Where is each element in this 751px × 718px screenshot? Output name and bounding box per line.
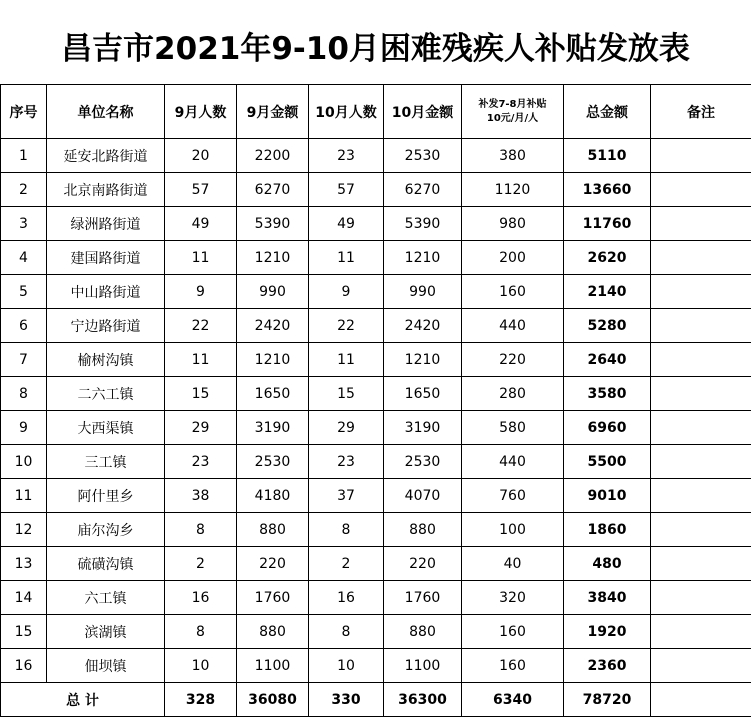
sep-count: 2: [165, 547, 237, 581]
sep-amount: 1210: [237, 343, 309, 377]
remarks-cell: [651, 343, 751, 377]
back-pay: 440: [462, 445, 564, 479]
sep-amount: 3190: [237, 411, 309, 445]
total-back-pay: 6340: [462, 683, 564, 717]
oct-count: 16: [309, 581, 384, 615]
sep-count: 20: [165, 139, 237, 173]
page-title: 昌吉市2021年9-10月困难残疾人补贴发放表: [61, 30, 690, 67]
unit-name: 滨湖镇: [47, 615, 165, 649]
sep-amount: 2530: [237, 445, 309, 479]
back-pay: 980: [462, 207, 564, 241]
remarks-cell: [651, 581, 751, 615]
sep-count: 38: [165, 479, 237, 513]
row-index: 7: [1, 343, 47, 377]
row-index: 8: [1, 377, 47, 411]
total-amount: 5500: [564, 445, 651, 479]
oct-amount: 2530: [384, 445, 462, 479]
unit-name: 延安北路街道: [47, 139, 165, 173]
total-amount: 2640: [564, 343, 651, 377]
row-index: 15: [1, 615, 47, 649]
total-amount: 3840: [564, 581, 651, 615]
header-unit-name: 单位名称: [47, 85, 165, 139]
header-back-pay-line1: 补发7-8月补贴: [478, 98, 547, 110]
row-index: 11: [1, 479, 47, 513]
unit-name: 大西渠镇: [47, 411, 165, 445]
sep-count: 22: [165, 309, 237, 343]
oct-amount: 880: [384, 513, 462, 547]
sep-count: 15: [165, 377, 237, 411]
sep-amount: 2200: [237, 139, 309, 173]
grand-total-amount: 78720: [564, 683, 651, 717]
sep-amount: 6270: [237, 173, 309, 207]
header-back-pay-line2: 10元/月/人: [486, 112, 539, 124]
back-pay: 160: [462, 275, 564, 309]
total-amount: 1920: [564, 615, 651, 649]
oct-amount: 5390: [384, 207, 462, 241]
oct-count: 8: [309, 615, 384, 649]
sep-amount: 990: [237, 275, 309, 309]
total-amount: 2140: [564, 275, 651, 309]
oct-amount: 6270: [384, 173, 462, 207]
table-row: [1, 139, 751, 173]
remarks-cell: [651, 275, 751, 309]
sep-amount: 5390: [237, 207, 309, 241]
oct-count: 49: [309, 207, 384, 241]
oct-amount: 2530: [384, 139, 462, 173]
total-sep-amount: 36080: [237, 683, 309, 717]
remarks-cell: [651, 411, 751, 445]
header-sep-count: 9月人数: [165, 85, 237, 139]
table-row: [1, 275, 751, 309]
total-oct-amount: 36300: [384, 683, 462, 717]
unit-name: 榆树沟镇: [47, 343, 165, 377]
oct-count: 23: [309, 139, 384, 173]
sep-amount: 880: [237, 513, 309, 547]
unit-name: 北京南路街道: [47, 173, 165, 207]
sep-count: 23: [165, 445, 237, 479]
back-pay: 760: [462, 479, 564, 513]
unit-name: 建国路街道: [47, 241, 165, 275]
header-oct-count: 10月人数: [309, 85, 384, 139]
total-amount: 9010: [564, 479, 651, 513]
oct-count: 23: [309, 445, 384, 479]
table-row: [1, 207, 751, 241]
oct-count: 9: [309, 275, 384, 309]
total-amount: 1860: [564, 513, 651, 547]
oct-count: 22: [309, 309, 384, 343]
sep-count: 10: [165, 649, 237, 683]
row-index: 14: [1, 581, 47, 615]
table-row: [1, 445, 751, 479]
unit-name: 绿洲路街道: [47, 207, 165, 241]
table-row: [1, 513, 751, 547]
row-index: 9: [1, 411, 47, 445]
sep-count: 57: [165, 173, 237, 207]
row-index: 5: [1, 275, 47, 309]
unit-name: 佃坝镇: [47, 649, 165, 683]
table-row: [1, 547, 751, 581]
unit-name: 六工镇: [47, 581, 165, 615]
row-index: 1: [1, 139, 47, 173]
row-index: 12: [1, 513, 47, 547]
total-oct-count: 330: [309, 683, 384, 717]
back-pay: 580: [462, 411, 564, 445]
total-amount: 13660: [564, 173, 651, 207]
oct-amount: 1210: [384, 241, 462, 275]
oct-amount: 1760: [384, 581, 462, 615]
row-index: 10: [1, 445, 47, 479]
remarks-cell: [651, 445, 751, 479]
total-amount: 11760: [564, 207, 651, 241]
back-pay: 380: [462, 139, 564, 173]
sep-amount: 880: [237, 615, 309, 649]
back-pay: 280: [462, 377, 564, 411]
total-amount: 5280: [564, 309, 651, 343]
sep-count: 16: [165, 581, 237, 615]
back-pay: 200: [462, 241, 564, 275]
table-row: [1, 479, 751, 513]
table-row: [1, 649, 751, 683]
remarks-cell: [651, 547, 751, 581]
unit-name: 硫磺沟镇: [47, 547, 165, 581]
back-pay: 220: [462, 343, 564, 377]
back-pay: 100: [462, 513, 564, 547]
table-total-row: [1, 683, 751, 717]
sep-amount: 1760: [237, 581, 309, 615]
row-index: 13: [1, 547, 47, 581]
oct-amount: 1100: [384, 649, 462, 683]
oct-amount: 1650: [384, 377, 462, 411]
oct-count: 8: [309, 513, 384, 547]
oct-amount: 2420: [384, 309, 462, 343]
sep-count: 49: [165, 207, 237, 241]
unit-name: 二六工镇: [47, 377, 165, 411]
row-index: 2: [1, 173, 47, 207]
row-index: 3: [1, 207, 47, 241]
back-pay: 440: [462, 309, 564, 343]
oct-amount: 1210: [384, 343, 462, 377]
sep-count: 11: [165, 343, 237, 377]
oct-amount: 990: [384, 275, 462, 309]
sep-amount: 4180: [237, 479, 309, 513]
remarks-cell: [651, 241, 751, 275]
oct-count: 10: [309, 649, 384, 683]
sep-count: 9: [165, 275, 237, 309]
oct-amount: 3190: [384, 411, 462, 445]
sep-amount: 2420: [237, 309, 309, 343]
header-oct-amount: 10月金额: [384, 85, 462, 139]
oct-amount: 4070: [384, 479, 462, 513]
row-index: 4: [1, 241, 47, 275]
unit-name: 中山路街道: [47, 275, 165, 309]
back-pay: 160: [462, 615, 564, 649]
remarks-cell: [651, 173, 751, 207]
unit-name: 庙尔沟乡: [47, 513, 165, 547]
total-amount: 3580: [564, 377, 651, 411]
total-amount: 6960: [564, 411, 651, 445]
sep-count: 8: [165, 513, 237, 547]
table-row: [1, 377, 751, 411]
table-row: [1, 309, 751, 343]
subsidy-table: [0, 84, 751, 717]
table-row: [1, 615, 751, 649]
total-label: 总 计: [1, 683, 165, 717]
row-index: 16: [1, 649, 47, 683]
table-row: [1, 581, 751, 615]
sep-amount: 1210: [237, 241, 309, 275]
row-index: 6: [1, 309, 47, 343]
table-row: [1, 411, 751, 445]
sep-amount: 1650: [237, 377, 309, 411]
oct-amount: 220: [384, 547, 462, 581]
header-back-pay: [462, 85, 564, 139]
table-row: [1, 173, 751, 207]
oct-amount: 880: [384, 615, 462, 649]
remarks-cell: [651, 207, 751, 241]
back-pay: 40: [462, 547, 564, 581]
oct-count: 15: [309, 377, 384, 411]
unit-name: 阿什里乡: [47, 479, 165, 513]
table-row: [1, 343, 751, 377]
sep-count: 29: [165, 411, 237, 445]
remarks-cell: [651, 377, 751, 411]
total-amount: 5110: [564, 139, 651, 173]
oct-count: 37: [309, 479, 384, 513]
table-row: [1, 241, 751, 275]
oct-count: 2: [309, 547, 384, 581]
oct-count: 11: [309, 241, 384, 275]
header-sep-amount: 9月金额: [237, 85, 309, 139]
header-total-amount: 总金额: [564, 85, 651, 139]
sep-amount: 220: [237, 547, 309, 581]
remarks-cell: [651, 615, 751, 649]
total-amount: 2620: [564, 241, 651, 275]
remarks-cell: [651, 479, 751, 513]
oct-count: 11: [309, 343, 384, 377]
oct-count: 29: [309, 411, 384, 445]
sep-count: 11: [165, 241, 237, 275]
remarks-cell: [651, 309, 751, 343]
total-amount: 2360: [564, 649, 651, 683]
back-pay: 320: [462, 581, 564, 615]
back-pay: 1120: [462, 173, 564, 207]
table-header-row: [1, 85, 751, 139]
total-amount: 480: [564, 547, 651, 581]
back-pay: 160: [462, 649, 564, 683]
unit-name: 三工镇: [47, 445, 165, 479]
remarks-cell: [651, 139, 751, 173]
total-sep-count: 328: [165, 683, 237, 717]
sep-count: 8: [165, 615, 237, 649]
header-remarks: 备注: [651, 85, 751, 139]
remarks-cell: [651, 649, 751, 683]
header-index: 序号: [1, 85, 47, 139]
oct-count: 57: [309, 173, 384, 207]
total-remarks-cell: [651, 683, 751, 717]
unit-name: 宁边路街道: [47, 309, 165, 343]
sep-amount: 1100: [237, 649, 309, 683]
remarks-cell: [651, 513, 751, 547]
